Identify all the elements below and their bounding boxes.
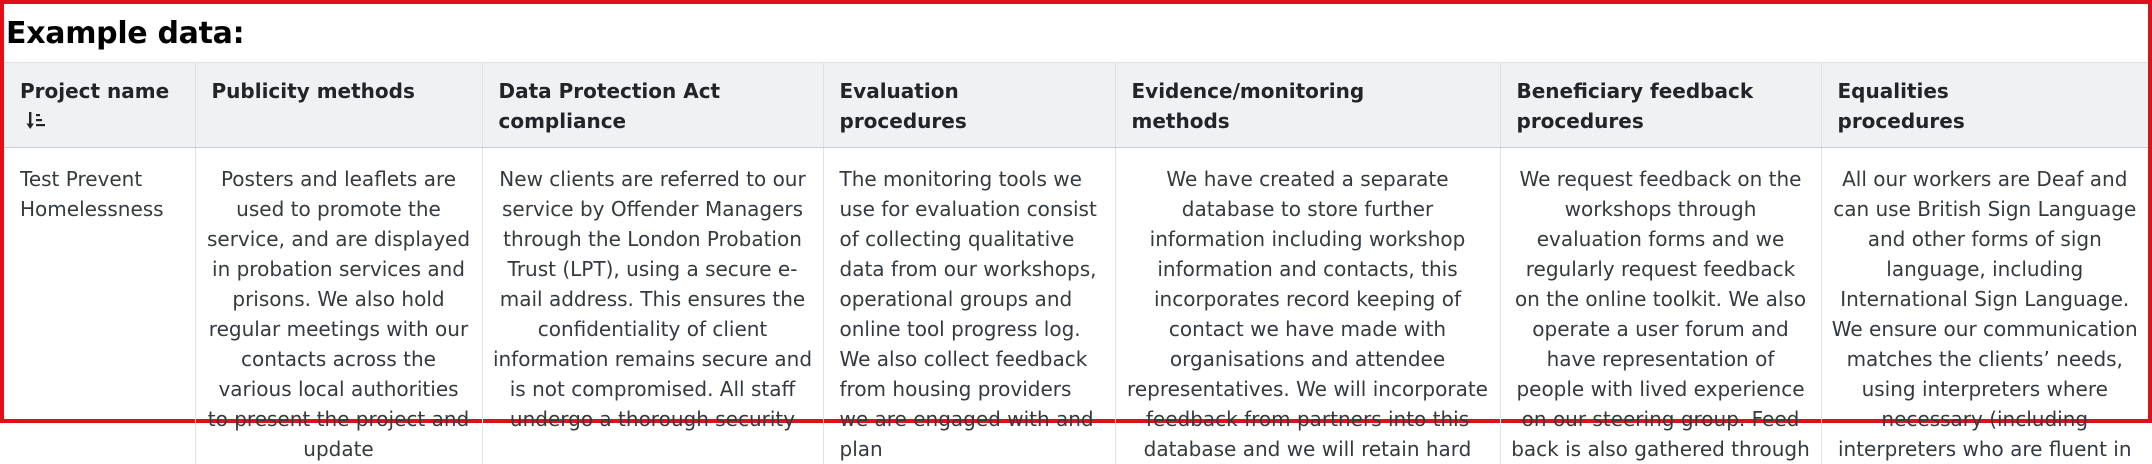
cell-beneficiary-feedback: We request feedback on the workshops through evaluation forms and we regularly request feedback on the online toolkit. We also operate a user forum and have representation of people with lived experience on our steering group. Feed back is also gathered through — [1500, 148, 1821, 464]
column-header-label: Project name — [20, 79, 169, 103]
column-header-project-name[interactable] — [4, 63, 195, 148]
section-heading: Example data: — [6, 14, 244, 54]
column-header-label: Evaluation procedures — [840, 79, 967, 133]
cell-evidence-monitoring: We have created a separate database to store further information including workshop information and contacts, this incorporates record keeping of contact we have made with organisations and attendee representatives. We will incorporate feedback from partners into this database and we will retain hard — [1115, 148, 1500, 464]
column-header-label: Equalities procedures — [1838, 79, 1965, 133]
column-header-publicity-methods[interactable] — [195, 63, 482, 148]
column-header-label: Data Protection Act compliance — [499, 79, 721, 133]
sort-ascending-icon[interactable] — [26, 109, 46, 139]
column-header-evaluation-procedures[interactable] — [823, 63, 1115, 148]
cell-data-protection: New clients are referred to our service by Offender Managers through the London Probation Trust (LPT), using a secure e-mail address. This ensures the confidentiality of client information remains secure and is not compromised. All staff undergo a thorough security — [482, 148, 823, 464]
column-header-evidence-monitoring[interactable] — [1115, 63, 1500, 148]
cell-equalities-procedures: All our workers are Deaf and can use British Sign Language and other forms of sign language, including International Sign Language. We ensure our communication matches the clients’ needs, using interpreters where necessary (including interpreters who are fluent in — [1821, 148, 2148, 464]
column-header-label: Evidence/monitoring methods — [1132, 79, 1365, 133]
projects-table — [4, 62, 2148, 464]
cell-publicity-methods: Posters and leaflets are used to promote the service, and are displayed in probation services and prisons. We also hold regular meetings with our contacts across the various local authorities to present the project and update — [195, 148, 482, 464]
column-header-label: Publicity methods — [212, 79, 415, 103]
column-header-beneficiary-feedback[interactable] — [1500, 63, 1821, 148]
column-header-equalities-procedures[interactable] — [1821, 63, 2148, 148]
column-header-label: Beneficiary feedback procedures — [1517, 79, 1754, 133]
cell-evaluation-procedures: The monitoring tools we use for evaluation consist of collecting qualitative data from our workshops, operational groups and online tool progress log. We also collect feedback from housing providers we are engaged with and plan — [823, 148, 1115, 464]
column-header-data-protection[interactable] — [482, 63, 823, 148]
table-row — [4, 148, 2148, 464]
table-header-row — [4, 63, 2148, 148]
cell-project-name: Test Prevent Homelessness — [4, 148, 195, 464]
